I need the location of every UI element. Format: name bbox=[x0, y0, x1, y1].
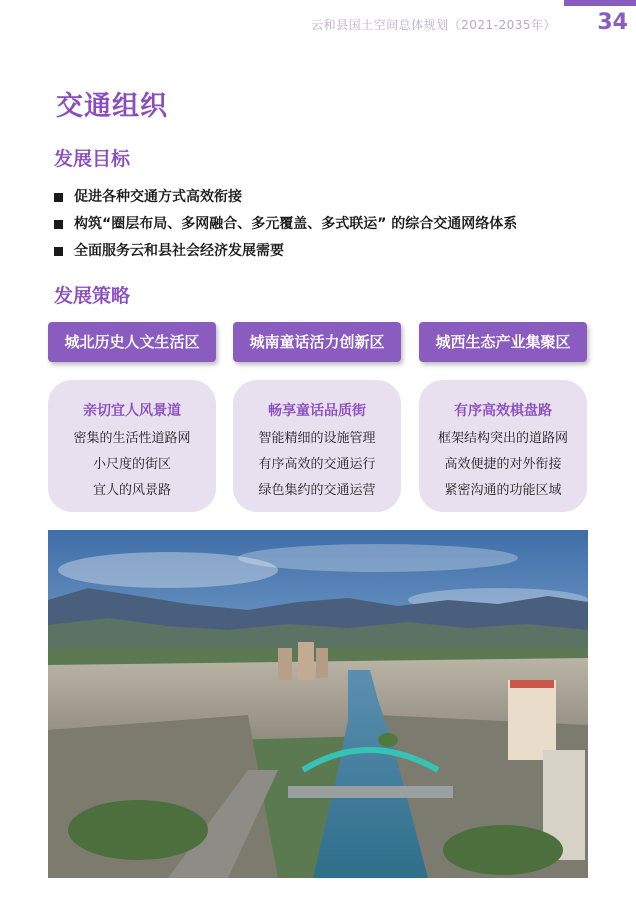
city-aerial-photo bbox=[48, 530, 588, 878]
card-line: 高效便捷的对外衔接 bbox=[444, 457, 562, 472]
zone-tab-west: 城西生态产业集聚区 bbox=[419, 322, 587, 362]
card-line: 绿色集约的交通运营 bbox=[258, 483, 376, 498]
zone-card-north bbox=[48, 380, 216, 512]
header-accent-bar bbox=[564, 0, 636, 6]
zone-tab-south: 城南童话活力创新区 bbox=[233, 322, 401, 362]
section-title: 交通组织 bbox=[56, 91, 168, 122]
square-bullet-icon bbox=[54, 193, 63, 202]
card-line: 有序高效的交通运行 bbox=[258, 457, 376, 472]
square-bullet-icon bbox=[54, 220, 63, 229]
document-title: 云和县国土空间总体规划（2021-2035年） bbox=[311, 18, 556, 32]
zone-card-south bbox=[233, 380, 401, 512]
goal-text: 构筑“圈层布局、多网融合、多元覆盖、多式联运” 的综合交通网络体系 bbox=[74, 216, 518, 232]
zone-card-west bbox=[419, 380, 587, 512]
goals-heading: 发展目标 bbox=[54, 148, 131, 170]
zone-tab-north: 城北历史人文生活区 bbox=[48, 322, 216, 362]
goal-item bbox=[54, 186, 517, 213]
strategy-heading: 发展策略 bbox=[54, 285, 131, 307]
card-title: 亲切宜人风景道 bbox=[83, 403, 181, 419]
card-line: 密集的生活性道路网 bbox=[73, 431, 191, 446]
card-line: 宜人的风景路 bbox=[92, 483, 171, 498]
goal-item bbox=[54, 213, 517, 240]
goal-list bbox=[54, 186, 517, 267]
square-bullet-icon bbox=[54, 247, 63, 256]
card-line: 小尺度的街区 bbox=[92, 457, 171, 472]
card-line: 智能精细的设施管理 bbox=[258, 431, 376, 446]
page-header bbox=[0, 0, 636, 40]
page-number: 34 bbox=[597, 10, 628, 35]
card-title: 畅享童话品质街 bbox=[268, 403, 366, 419]
card-title: 有序高效棋盘路 bbox=[454, 403, 552, 419]
card-line: 紧密沟通的功能区域 bbox=[444, 483, 562, 498]
goal-text: 全面服务云和县社会经济发展需要 bbox=[74, 243, 284, 259]
card-line: 框架结构突出的道路网 bbox=[437, 431, 568, 446]
goal-text: 促进各种交通方式高效衔接 bbox=[74, 189, 242, 205]
goal-item bbox=[54, 240, 517, 267]
